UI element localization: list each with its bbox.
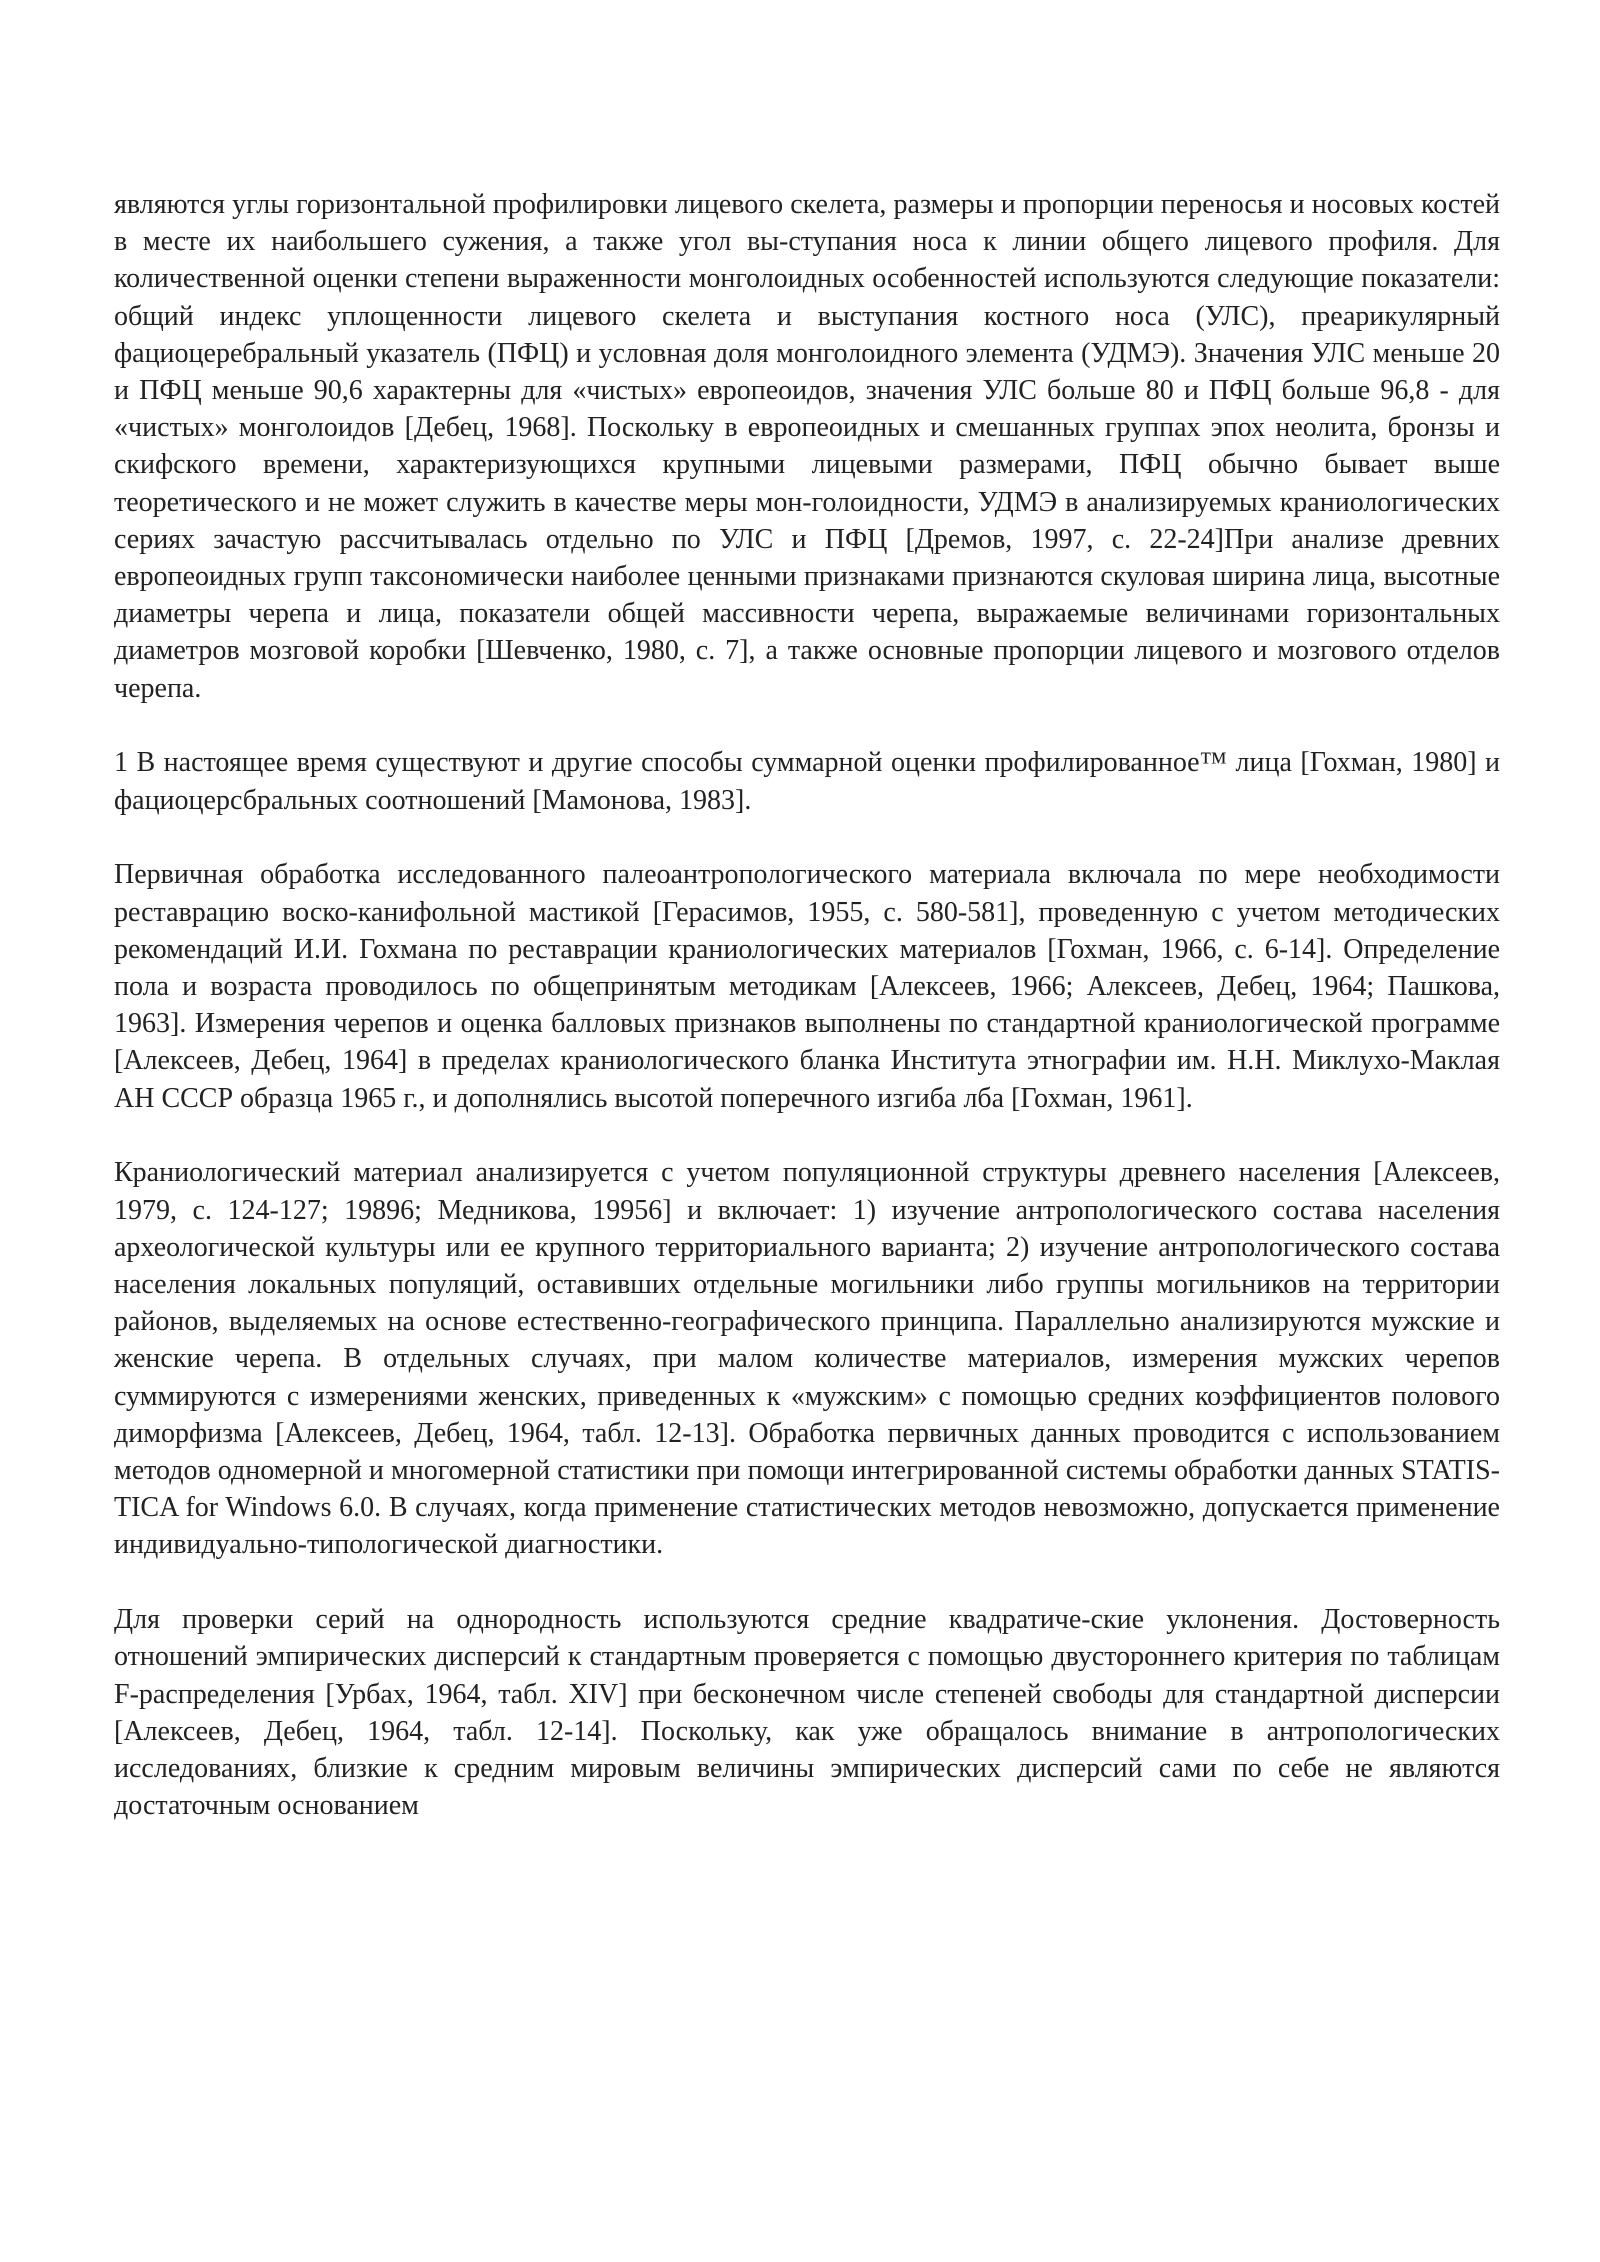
footnote-1: 1 В настоящее время существуют и другие способы суммарной оценки профилированное™ лица [Гохман, 1980] и фациоцерсбральных соотношений [Мамонова, 1983].: [114, 747, 1500, 816]
document-page: [114, 186, 1500, 1825]
paragraph-primary-processing: Первичная обработка исследованного палеоантропологического материала включала по мере необходимости реставрацию воско-канифольной мастикой [Герасимов, 1955, с. 580-581], проведенную с учетом методических рекомендаций И.И. Гохмана по реставрации краниологических материалов [Гохман, 1966, с. 6-14]. Определение пола и возраста проводилось по общепринятым методикам [Алексеев, 1966; Алексеев, Дебец, 1964; Пашкова, 1963]. Измерения черепов и оценка балловых признаков выполнены по стандартной краниологической программе [Алексеев, Дебец, 1964] в пределах краниологического бланка Института этнографии им. Н.Н. Миклухо-Маклая АН СССР образца 1965 г., и дополнялись высотой поперечного изгиба лба [Гохман, 1961].: [114, 859, 1500, 1114]
paragraph-homogeneity-check: Для проверки серий на однородность используются средние квадратиче-ские уклонения. Достоверность отношений эмпирических дисперсий к стандартным проверяется с помощью двустороннего критерия по таблицам F-распределения [Урбах, 1964, табл. XIV] при бесконечном числе степеней свободы для стандартной дисперсии [Алексеев, Дебец, 1964, табл. 12-14]. Поскольку, как уже обращалось внимание в антропологических исследованиях, близкие к средним мировым величины эмпирических дисперсий сами по себе не являются достаточным основанием: [114, 1604, 1500, 1822]
paragraph-population-structure: Краниологический материал анализируется с учетом популяционной структуры древнего населения [Алексеев, 1979, с. 124-127; 19896; Медникова, 19956] и включает: 1) изучение антропологического состава населения археологической культуры или ее крупного территориального варианта; 2) изучение антропологического состава населения локальных популяций, оставивших отдельные могильники либо группы могильников на территории районов, выделяемых на основе естественно-географического принципа. Параллельно анализируются мужские и женские черепа. В отдельных случаях, при малом количестве материалов, измерения мужских черепов суммируются с измерениями женских, приведенных к «мужским» с помощью средних коэффициентов полового диморфизма [Алексеев, Дебец, 1964, табл. 12-13]. Обработка первичных данных проводится с использованием методов одномерной и многомерной статистики при помощи интегрированной системы обработки данных STATIS-TICA for Windows 6.0. В случаях, когда применение статистических методов невозможно, допускается применение индивидуально-типологической диагностики.: [114, 1157, 1500, 1561]
paragraph-mongoloid-indicators: являются углы горизонтальной профилировки лицевого скелета, размеры и пропорции переносья и носовых костей в месте их наибольшего сужения, а также угол вы-ступания носа к линии общего лицевого профиля. Для количественной оценки степени выраженности монголоидных особенностей используются следующие показатели: общий индекс уплощенности лицевого скелета и выступания костного носа (УЛС), преарикулярный фациоцеребральный указатель (ПФЦ) и условная доля монголоидного элемента (УДМЭ). Значения УЛС меньше 20 и ПФЦ меньше 90,6 характерны для «чистых» европеоидов, значения УЛС больше 80 и ПФЦ больше 96,8 - для «чистых» монголоидов [Дебец, 1968]. Поскольку в европеоидных и смешанных группах эпох неолита, бронзы и скифского времени, характеризующихся крупными лицевыми размерами, ПФЦ обычно бывает выше теоретического и не может служить в качестве меры мон-голоидности, УДМЭ в анализируемых краниологических сериях зачастую рассчитывалась отдельно по УЛС и ПФЦ [Дремов, 1997, с. 22-24]При анализе древних европеоидных групп таксономически наиболее ценными признаками признаются скуловая ширина лица, высотные диаметры черепа и лица, показатели общей массивности черепа, выражаемые величинами горизонтальных диаметров мозговой коробки [Шевченко, 1980, с. 7], а также основные пропорции лицевого и мозгового отделов черепа.: [114, 189, 1500, 704]
